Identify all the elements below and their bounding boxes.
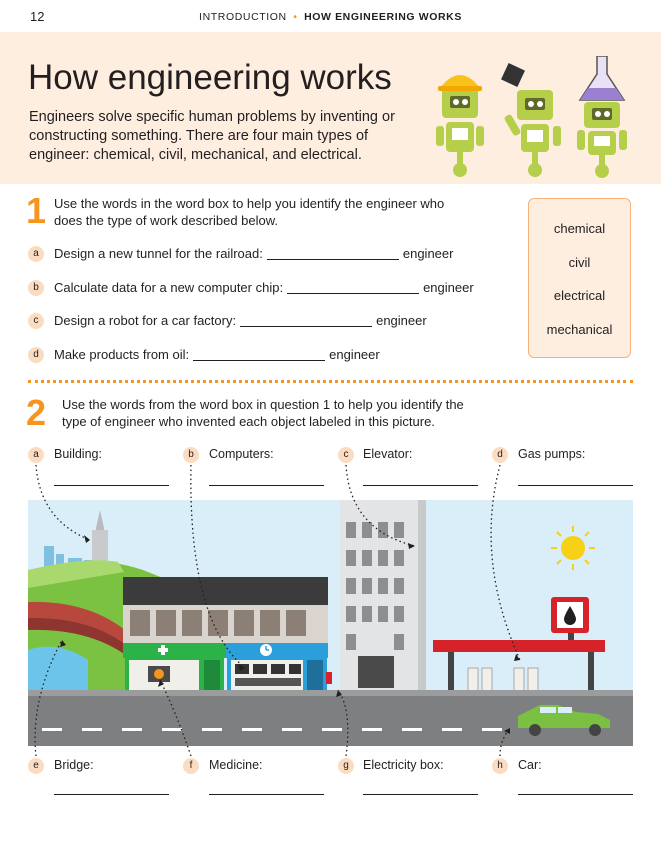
page-number: 12 [30,9,45,24]
q1-item-b [54,280,474,295]
question-1-instruction: Use the words in the word box to help you identify the engineer who does the type of work described below. [54,196,445,228]
electronics-awning [226,643,328,658]
building-entrance [358,656,394,688]
robot-chip-icon [501,63,561,177]
q1-item-letter-a: a [28,246,44,262]
q1-item-c [54,313,427,328]
robot-flask-icon [577,56,627,178]
robots-illustration [432,56,647,181]
q1-item-c-suffix: engineer [376,313,427,328]
robot-hardhat-icon [436,75,484,177]
q2-answer-line-e[interactable] [54,794,169,795]
q2-answer-line-a[interactable] [54,485,169,486]
q2-label-letter-b: b [183,447,199,463]
q1-item-b-suffix: engineer [423,280,474,295]
gas-station-canopy [433,640,605,652]
hero-banner [0,32,661,184]
q2-answer-line-h[interactable] [518,794,633,795]
q2-label-f: Medicine: [209,758,263,772]
pharmacy-awning [123,643,226,658]
word-electrical: electrical [553,288,606,303]
shop-roof [123,577,328,605]
question-2-instruction: Use the words from the word box in question 1 to help you identify the type of engineer who invented each object labeled in this picture. [62,397,464,429]
word-civil: civil [568,255,591,270]
word-mechanical: mechanical [546,322,613,337]
question-1-number: 1 [26,190,47,231]
q2-label-b: Computers: [209,447,274,461]
question-2-number: 2 [26,392,47,433]
intro-paragraph: Engineers solve specific human problems by inventing or constructing something. There are four main types of engineer: chemical, civil, mechanical, and electrical. [29,109,395,163]
q2-label-letter-f: f [183,758,199,774]
running-head [0,11,661,23]
q2-label-h: Car: [518,758,542,772]
q1-item-letter-d: d [28,347,44,363]
page-header [0,0,661,32]
q1-answer-blank-c[interactable] [240,326,372,327]
q1-item-d-suffix: engineer [329,347,380,362]
q2-label-d: Gas pumps: [518,447,586,461]
running-head-topic: HOW ENGINEERING WORKS [304,11,462,23]
q1-item-a [54,246,453,261]
q1-item-b-text: Calculate data for a new computer chip: [54,280,284,295]
q2-label-letter-g: g [338,758,354,774]
q2-label-a: Building: [54,447,102,461]
word-chemical: chemical [553,221,606,236]
q1-item-letter-b: b [28,280,44,296]
q1-item-d-text: Make products from oil: [54,347,190,362]
q2-label-e: Bridge: [54,758,94,772]
q1-item-c-text: Design a robot for a car factory: [54,313,237,328]
q2-answer-line-g[interactable] [363,794,478,795]
q1-item-a-suffix: engineer [402,246,454,261]
running-head-bullet: • [293,11,298,23]
electricity-box [326,672,332,684]
q2-label-c: Elevator: [363,447,413,461]
q1-item-d [54,347,380,362]
pharmacy-cross-icon [157,644,169,656]
q1-item-a-text: Design a new tunnel for the railroad: [54,246,263,261]
q2-answer-line-c[interactable] [363,485,478,486]
q1-item-letter-c: c [28,313,44,329]
q2-label-g: Electricity box: [363,758,444,772]
town-scene-illustration [28,500,633,746]
q1-answer-blank-a[interactable] [267,259,399,260]
q2-label-letter-h: h [492,758,508,774]
word-box [528,198,631,358]
section-divider [28,380,633,383]
page-title: How engineering works [28,58,392,97]
q1-answer-blank-d[interactable] [193,360,325,361]
q2-answer-line-b[interactable] [209,485,324,486]
q2-label-letter-d: d [492,447,508,463]
clock-icon [260,644,272,656]
q2-label-letter-e: e [28,758,44,774]
q1-answer-blank-b[interactable] [287,293,419,294]
q2-answer-line-d[interactable] [518,485,633,486]
q2-label-letter-a: a [28,447,44,463]
q2-answer-line-f[interactable] [209,794,324,795]
running-head-section: INTRODUCTION [199,11,287,23]
q2-label-letter-c: c [338,447,354,463]
